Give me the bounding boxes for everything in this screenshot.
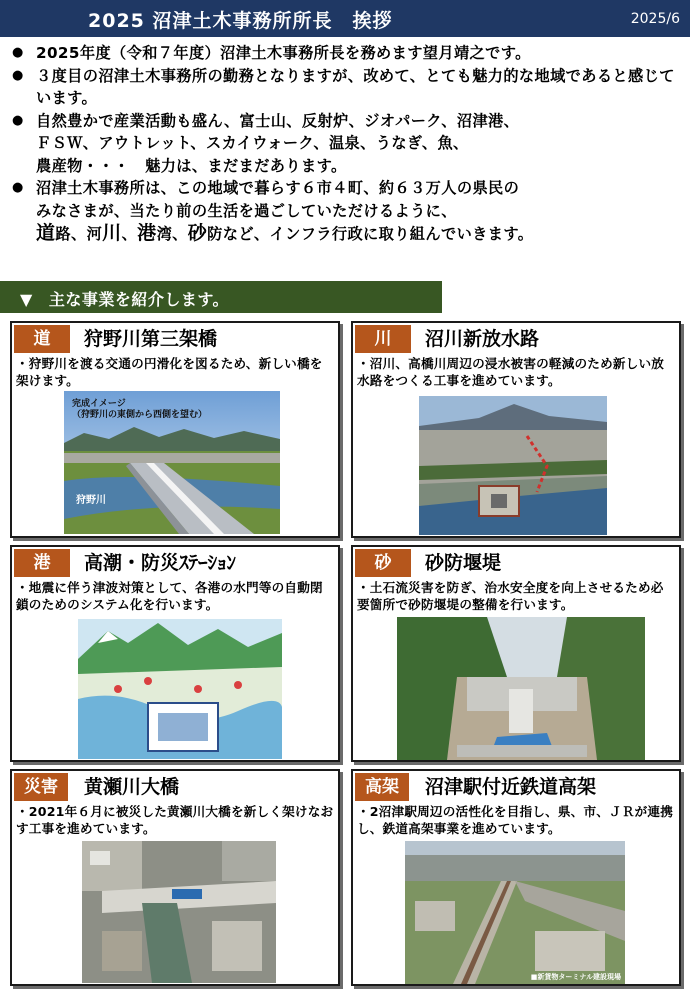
emphasis-char: 道 <box>36 222 56 244</box>
page-date: 2025/6 <box>630 11 680 27</box>
project-card-river <box>351 321 681 538</box>
category-tag: 港 <box>14 549 70 577</box>
page-header <box>0 0 690 37</box>
bullet-item <box>10 65 685 110</box>
project-title: 沼津駅付近鉄道高架 <box>425 776 597 798</box>
bullet-segment: 路、河 <box>55 225 103 243</box>
bullet-line: ＦＳＷ、アウトレット、スカイウォーク、温泉、うなぎ、魚、 <box>36 134 469 152</box>
category-tag: 災害 <box>14 773 68 801</box>
bullet-text <box>36 110 685 178</box>
project-description: ・地震に伴う津波対策として、各港の水門等の自動閉鎖のためのシステム化を行います。 <box>16 580 323 612</box>
category-tag: 砂 <box>355 549 411 577</box>
bullet-item <box>10 42 685 65</box>
river-label: 狩野川 <box>76 495 106 506</box>
bridge-construction-aerial <box>82 841 276 983</box>
project-card-disaster <box>10 769 340 986</box>
bullet-text <box>36 177 685 246</box>
bullet-segment: 防など、インフラ行政に取り組んでいきます。 <box>207 225 534 243</box>
bullet-text: ３度目の沼津土木事務所の勤務となりますが、改めて、とても魅力的な地域であると感じています。 <box>36 66 675 107</box>
project-description: ・狩野川を渡る交通の円滑化を図るため、新しい橋を架けます。 <box>16 356 323 388</box>
project-title: 黄瀬川大橋 <box>84 776 180 798</box>
project-card-road <box>10 321 340 538</box>
bullet-dot-icon: ● <box>12 67 24 83</box>
bullet-dot-icon: ● <box>12 45 24 60</box>
railway-site-aerial <box>405 841 625 984</box>
bullet-dot-icon: ● <box>12 112 24 128</box>
bullet-line: 沼津土木事務所は、この地域で暮らす６市４町、約６３万人の県民の <box>36 179 520 197</box>
project-title: 沼川新放水路 <box>425 328 540 350</box>
emphasis-char: 港 <box>137 222 157 244</box>
bullet-dot-icon: ● <box>12 180 24 195</box>
bullet-segment: 、 <box>121 225 138 243</box>
image-caption: （狩野川の東側から西側を望む） <box>72 410 208 420</box>
photo-note: ■新貨物ターミナル建設現場 <box>530 973 621 981</box>
bridge-rendering-image <box>64 391 280 534</box>
project-title: 高潮・防災ｽﾃｰｼｮﾝ <box>84 552 237 574</box>
category-tag: 高架 <box>355 773 409 801</box>
project-description: ・土石流災害を防ぎ、治水安全度を向上させるため必要箇所で砂防堰堤の整備を行います。 <box>357 580 664 612</box>
project-description: ・2021年６月に被災した黄瀬川大橋を新しく架けなおす工事を進めています。 <box>16 804 334 836</box>
bullet-line: みなさまが、当たり前の生活を過ごしていただけるように、 <box>36 201 457 220</box>
bullet-line <box>36 222 534 244</box>
port-system-illustration <box>78 619 282 759</box>
bullet-item <box>10 110 685 178</box>
project-title: 砂防堰堤 <box>425 552 502 574</box>
sabo-dam-photo <box>397 617 645 760</box>
bullet-segment: 湾、 <box>156 225 188 243</box>
image-caption: 完成イメージ <box>72 399 126 409</box>
emphasis-char: 砂 <box>187 222 208 244</box>
page-title: 2025 沼津土木事務所所長 挨拶 <box>88 10 393 32</box>
bullet-item <box>10 177 685 246</box>
project-card-elevated-railway <box>351 769 681 986</box>
bullet-line: 自然豊かで産業活動も盛ん、富士山、反射炉、ジオパーク、沼津港、 <box>36 111 520 130</box>
greeting-bullets <box>10 42 685 246</box>
category-tag: 道 <box>14 325 70 353</box>
bullet-text: 2025年度（令和７年度）沼津土木事務所長を務めます望月靖之です。 <box>36 44 531 62</box>
section-header <box>0 281 442 313</box>
category-tag: 川 <box>355 325 411 353</box>
project-card-port <box>10 545 340 762</box>
project-description: ・2沼津駅周辺の活性化を目指し、県、市、ＪＲが連携し、鉄道高架事業を進めています。 <box>357 804 674 836</box>
bullet-line: 農産物・・・ 魅力は、まだまだあります。 <box>36 156 347 175</box>
floodway-aerial-image <box>419 396 607 535</box>
project-title: 狩野川第三架橋 <box>84 328 218 350</box>
emphasis-char: 川 <box>102 222 122 244</box>
section-title: 主な事業を紹介します。 <box>48 290 230 309</box>
project-description: ・沼川、高橋川周辺の浸水被害の軽減のため新しい放水路をつくる工事を進めています。 <box>357 356 665 388</box>
triangle-down-icon: ▼ <box>20 290 33 309</box>
project-card-erosion <box>351 545 681 762</box>
